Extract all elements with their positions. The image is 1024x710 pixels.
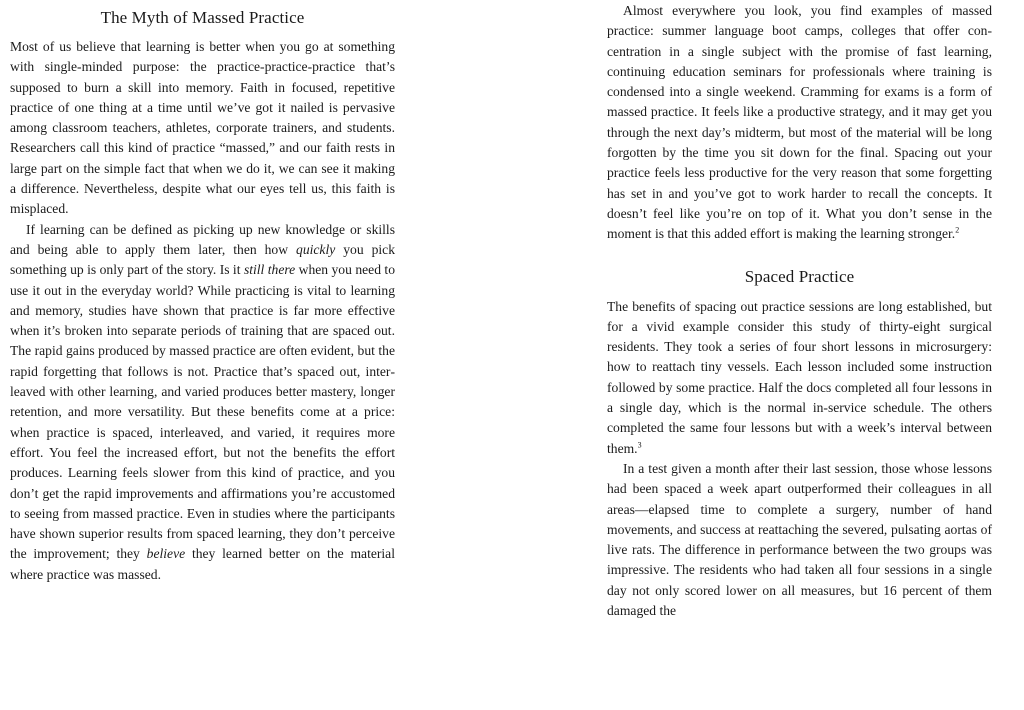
emphasis-text: believe — [146, 546, 186, 562]
footnote-marker: 2 — [955, 225, 960, 235]
right-intro-paragraph — [607, 0, 992, 245]
right-page — [607, 0, 992, 710]
text-run: Almost everywhere you look, you find examples of massed practice: summer language boot camps, colleges that offer concentration in a single subject with the promise of fast learning, continuing education seminars for professionals where training is condensed into a single weekend. Cramming for exams is a form of massed practice. It feels like a productive strategy, and it may get you through the next day’s midterm, but most of the material will be long forgotten by the time you sit down for the final. Spacing out your practice feels less productive for the very reason that some forgetting has set in and you’ve got to work harder to recall the concepts. It doesn’t feel like you’re on top of it. What you don’t sense in the moment is that this added effort is making the learning stronger. — [607, 3, 992, 242]
section-heading-massed-practice: The Myth of Massed Practice — [100, 8, 305, 27]
left-paragraph-2 — [10, 220, 395, 585]
emphasis-text: still there — [243, 262, 296, 278]
text-run: you pick something up is only part of the story. Is it — [10, 241, 396, 278]
right-paragraph-2 — [607, 459, 992, 621]
text-run: Most of us believe that learning is better when you go at something with single-minded purpose: the practice-practice-practice that’s supposed to burn a skill into memory. Faith in focused, repetitive practice of one thing at a time until we’ve got it nailed is pervasive among classroom teachers, athletes, corporate trainers, and students. Researchers call this kind of practice “massed,” and our faith rests in large part on the simple fact that when we do it, we can see it making a difference. Nevertheless, despite what our eyes tell us, this faith is misplaced. — [10, 39, 395, 217]
emphasis-text: quickly — [296, 241, 336, 257]
text-run: they learned better on the material where practice was massed. — [10, 546, 395, 582]
right-paragraph-1 — [607, 297, 992, 459]
section-heading-spaced-practice: Spaced Practice — [744, 266, 855, 286]
text-run: In a test given a month after their last session, those whose lessons had been spaced a week apart outperformed their colleagues in all areas—elapsed time to complete a surgery, number of hand movements, and success at reattaching the severed, pulsating aortas of live rats. The difference in performance between the two groups was impressive. The residents who had taken all four sessions in a single day not only scored lower on all measures, but 16 percent of them damaged the — [607, 460, 992, 619]
left-page — [10, 0, 395, 710]
text-run: The benefits of spacing out practice sessions are long established, but for a vivid example consider this study of thirty-eight surgical residents. They took a series of four short lessons in microsurgery: how to reattach tiny vessels. Each lesson included some instruction followed by some practice. Half the docs completed all four lessons in a single day, which is the normal in-service schedule. The others completed the same four lessons but with a week’s interval between them. — [607, 298, 992, 456]
text-run: If learning can be defined as picking up new knowledge or skills and being able to apply them later, then how — [10, 221, 395, 257]
text-run: when you need to use it out in the everyday world? While practicing is vital to learning and memory, studies have shown that practice is far more effective when it’s broken into separate periods of training that are spaced out. The rapid gains produced by massed practice are often evident, but the rapid forgetting that follows is not. Practice that’s spaced out, interleaved with other learning, and varied produces better mastery, longer retention, and more versatility. But these benefits come at a price: when practice is spaced, interleaved, and varied, it requires more effort. You feel the increased effort, but not the benefits the effort produces. Learning feels slower from this kind of practice, and you don’t get the rapid improvements and affirmations you’re accustomed to seeing from massed practice. Even in studies where the participants have shown superior results from spaced learning, they don’t perceive the improvement; they — [10, 262, 395, 562]
footnote-marker: 3 — [637, 440, 642, 450]
left-paragraph-1 — [10, 37, 395, 220]
